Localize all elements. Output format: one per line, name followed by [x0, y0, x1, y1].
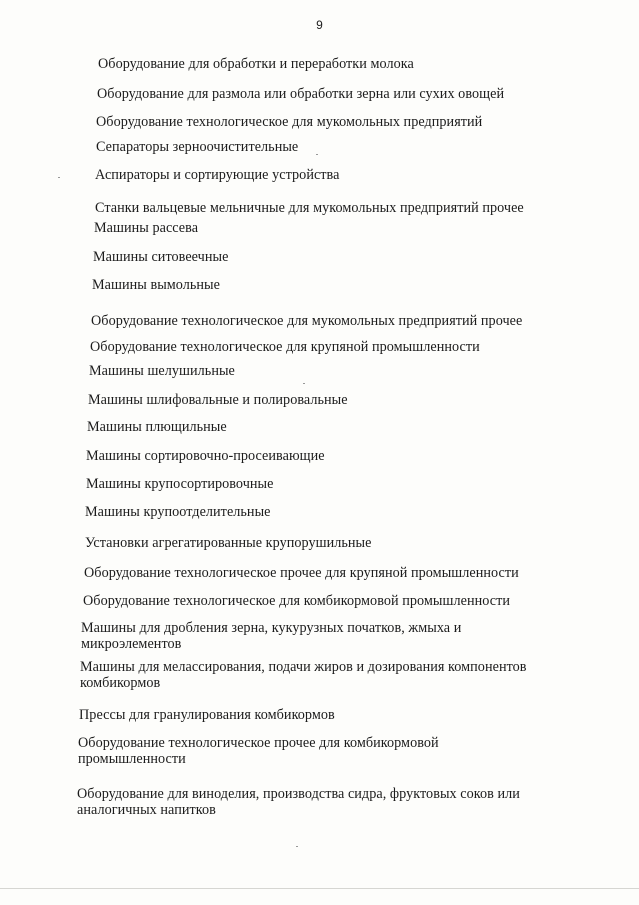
list-item-text: Машины для мелассирования, подачи жиров и дозирования компонентов: [80, 659, 527, 675]
list-item-text: Машины вымольные: [92, 277, 220, 293]
list-item-text: Машины для дробления зерна, кукурузных початков, жмыха и: [81, 620, 462, 636]
list-item-text: Оборудование технологическое для мукомольных предприятий: [96, 114, 483, 130]
list-item: [84, 565, 519, 581]
list-item-text: Оборудование технологическое для мукомольных предприятий прочее: [91, 313, 523, 329]
list-item-text: Машины крупосортировочные: [86, 476, 274, 492]
list-item-text: Оборудование технологическое для крупяной промышленности: [90, 339, 480, 355]
list-item-text: аналогичных напитков: [77, 802, 216, 818]
list-item-text: Оборудование для размола или обработки зерна или сухих овощей: [97, 86, 505, 102]
list-item: [87, 419, 227, 435]
scan-speck: [296, 846, 298, 847]
list-item-text: комбикормов: [80, 675, 161, 691]
list-item-text: Машины крупоотделительные: [85, 504, 271, 520]
list-item-text: Оборудование для виноделия, производства сидра, фруктовых соков или: [77, 786, 520, 802]
list-item-text: Машины шлифовальные и полировальные: [88, 392, 348, 408]
list-item-text: Оборудование технологическое для комбикормовой промышленности: [83, 593, 510, 609]
scan-speck: [58, 177, 60, 178]
list-item: [96, 139, 298, 155]
list-item-text: Машины шелушильные: [89, 363, 235, 379]
page-number: 9: [316, 18, 323, 32]
list-item: [77, 786, 520, 818]
list-item: [79, 707, 335, 723]
list-item: [86, 448, 325, 464]
list-item-text: Машины ситовеечные: [93, 249, 229, 265]
list-item: [94, 220, 198, 236]
list-item: [86, 476, 273, 492]
list-item-text: Машины сортировочно-просеивающие: [86, 448, 325, 464]
list-item: [96, 114, 482, 130]
list-item-text: Оборудование для обработки и переработки молока: [98, 56, 414, 72]
list-item-text: Прессы для гранулирования комбикормов: [79, 707, 335, 723]
list-item: [81, 620, 461, 652]
list-item-text: Аспираторы и сортирующие устройства: [95, 167, 340, 183]
list-item-text: Станки вальцевые мельничные для мукомольных предприятий прочее: [95, 200, 524, 216]
list-item: [98, 56, 414, 72]
list-item: [78, 735, 439, 767]
list-item: [95, 167, 339, 183]
list-item: [80, 659, 527, 691]
list-item: [83, 593, 510, 609]
list-item-text: промышленности: [78, 751, 186, 767]
scan-edge-line: [0, 888, 639, 889]
list-item-text: Машины плющильные: [87, 419, 227, 435]
list-item: [85, 504, 271, 520]
list-item: [85, 535, 371, 551]
scan-speck: [316, 154, 318, 155]
list-item: [95, 200, 524, 216]
list-item-text: Машины рассева: [94, 220, 199, 236]
list-item-text: микроэлементов: [81, 636, 182, 652]
list-item: [93, 249, 228, 265]
list-item: [89, 363, 235, 379]
list-item-text: Установки агрегатированные крупорушильные: [85, 535, 372, 551]
list-item: [97, 86, 504, 102]
list-item: [90, 339, 480, 355]
list-item: [92, 277, 220, 293]
list-item-text: Сепараторы зерноочистительные: [96, 139, 299, 155]
list-item-text: Оборудование технологическое прочее для крупяной промышленности: [84, 565, 519, 581]
scan-speck: [303, 383, 305, 384]
list-item: [91, 313, 522, 329]
list-item-text: Оборудование технологическое прочее для комбикормовой: [78, 735, 439, 751]
list-item: [88, 392, 348, 408]
